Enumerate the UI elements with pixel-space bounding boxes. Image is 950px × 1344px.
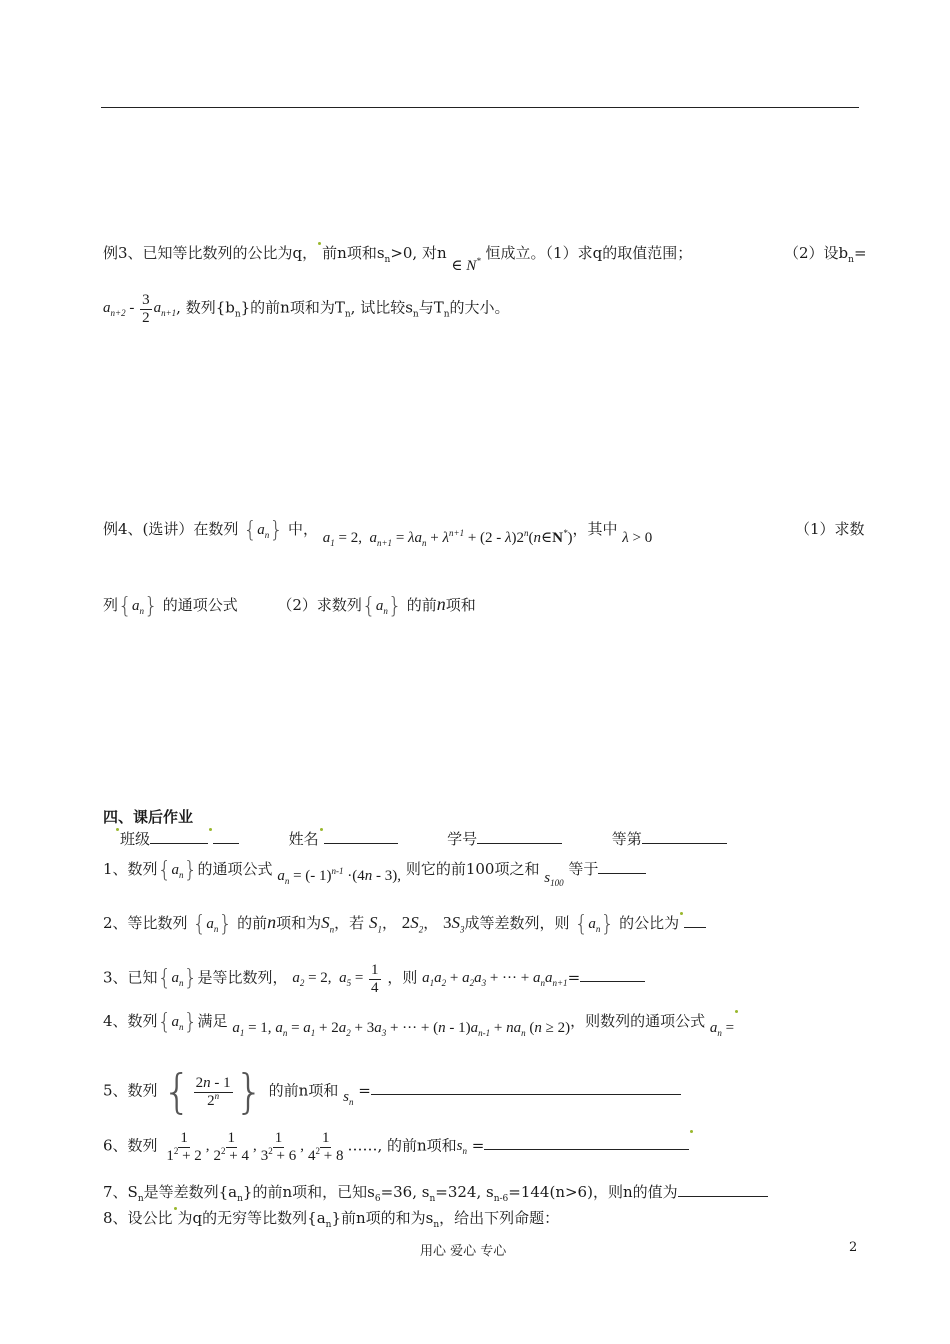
ex4-l2-c: （2）求数列	[277, 596, 362, 614]
student-info-row	[115, 828, 727, 849]
q8-text-b: 为q的无穷等比数列{a	[177, 1209, 326, 1227]
ex3-text-b: 前n项和s	[322, 244, 385, 262]
ex4-l2-b: 的通项公式	[162, 596, 238, 614]
rank-field[interactable]	[642, 842, 727, 844]
product-sum-math: $a_1a_2 + a_2a_3$ + ··· + $a_na_{n+1}$	[422, 970, 568, 989]
ex4-text-a: 例4、(选讲）在数列	[103, 520, 239, 538]
mark-dot	[320, 828, 323, 831]
ex3-l2-c: , 试比较s	[350, 298, 413, 317]
example3-line1: 例3、已知等比数列的公比为q， 前n项和$s_n>0$, 对n ∈ N* 恒成立。（1）求q的取值范围；	[103, 244, 693, 274]
ex4-text-d: （1）求数	[795, 520, 865, 538]
sn-math: $S_n$	[321, 913, 335, 935]
mark-dot	[735, 1010, 738, 1013]
q7-text-a: 7、S	[103, 1183, 138, 1201]
q6-text-b: ……, 的前n项和	[347, 1136, 457, 1155]
example4-part1-label	[795, 518, 865, 539]
name-label: 姓名	[288, 830, 319, 848]
mark-dot	[116, 828, 119, 831]
ex3-l2-b: }的前n项和为T	[240, 298, 345, 317]
ex4-text-b: 中，	[287, 520, 318, 538]
example4-line1	[103, 518, 653, 548]
ex4-text-c: ，其中	[572, 520, 618, 538]
q1-answer-blank[interactable]	[598, 872, 646, 874]
ex3-text-c: >0, 对n	[390, 244, 447, 262]
q3-answer-blank[interactable]	[580, 980, 645, 982]
example4-line2	[103, 594, 476, 619]
q5-text-a: 5、数列	[103, 1081, 158, 1100]
question-2: 2、等比数列 $\{a_n\}$ 的前n项和为$S_n$，若 $S_1$， $2S_2$， $3S_3$成等差数列，则 $\{a_n\}$ 的公比为	[103, 912, 706, 937]
q2-text-e: 成等差数列，则	[464, 914, 570, 932]
q5-text-b: 的前n项和	[268, 1081, 339, 1100]
q8-text-c: }前n项的和为s	[331, 1209, 434, 1227]
seq-an-math: $\{a_n\}$	[157, 1010, 198, 1036]
seq-an-math: $\{a_n\}$	[157, 858, 198, 884]
q4-text-a: 4、数列	[103, 1012, 158, 1030]
example3-line2: $a_{n+2}$ - $\frac{3}{2}$ $a_{n+1}$, 数列$\{b_n\}$的前n项和为$T_n$, 试比较$s_n$与$T_n$的大小。	[103, 292, 510, 326]
mark-dot	[174, 1207, 177, 1210]
q8-text-a: 8、设公比	[103, 1209, 173, 1227]
homework-heading: 四、课后作业	[103, 808, 194, 826]
q2-answer-blank[interactable]	[684, 926, 706, 928]
in-n-star-math: ∈ N*	[451, 256, 481, 274]
ex3-text-a: 例3、已知等比数列的公比为q，	[103, 244, 318, 262]
bn-formula-math: $a_{n+2}$ - $\frac{3}{2}$ $a_{n+1}$	[103, 292, 177, 326]
class-field[interactable]	[150, 842, 208, 844]
q5-sequence-math: { $\frac{2n - 1}{2^n}$ }	[162, 1065, 264, 1119]
mark-dot	[690, 1130, 693, 1133]
q7-text-b: 是等差数列{a	[143, 1183, 238, 1201]
q1-text-a: 1、数列	[103, 860, 158, 878]
recurrence-math: $a_1 = 2$, $a_{n+1} = \lambda a_n + \lambda^{n+1} + (2$ - λ)2$^n$(n∈N*)	[322, 528, 573, 548]
q2-text-f: 的公比为	[619, 914, 680, 932]
q6-text-a: 6、数列	[103, 1136, 158, 1155]
seq-an-math: $\{a_n\}$	[361, 594, 402, 620]
s100-math: $s_{100}$	[544, 870, 564, 888]
footer-center-text: 用心 爱心 专心	[420, 1244, 507, 1259]
class-label: 班级	[120, 830, 151, 848]
q4-text-b: 满足	[197, 1012, 228, 1030]
id-field[interactable]	[477, 842, 562, 844]
seq-an-math: $\{a_n\}$	[118, 594, 159, 620]
q1-text-c: 则它的前100项之和	[405, 860, 540, 878]
sn-math: $s_n$	[343, 1089, 354, 1108]
q2-text-c: 项和为	[276, 914, 322, 932]
q1-text-b: 的通项公式	[197, 860, 273, 878]
mark-dot	[209, 828, 212, 831]
q1-text-d: 等于	[568, 860, 599, 878]
question-3: 3、已知$\{a_n\}$是等比数列， $a_2 = 2$, $a_5$ = $\frac{1}{4}$ ，则 $a_1a_2 + a_2a_3$ + ··· + $a_na_{n+1}=$	[103, 962, 645, 996]
mark-dot	[318, 242, 321, 245]
ex4-l2-a: 列	[103, 596, 119, 614]
q7-text-e: =324, s	[435, 1183, 494, 1201]
q3-text-b: 是等比数列，	[197, 968, 288, 987]
page-number: 2	[849, 1240, 858, 1255]
q4-text-c: ，则数列的通项公式	[570, 1012, 706, 1030]
general-term-math: $a_n$ = (- 1)$^{n-1}$ ·(4n - 3),	[277, 866, 402, 886]
q3-text-c: ，则	[387, 968, 418, 987]
3s3-math: $3S_3$	[443, 913, 465, 935]
ex3-l2-d: 与T	[418, 298, 444, 317]
question-5: 5、数列 { $\frac{2n - 1}{2^n}$ } 的前n项和 $s_n$ =	[103, 1065, 681, 1119]
q2-text-a: 2、等比数列	[103, 914, 188, 932]
question-4	[103, 1010, 739, 1038]
q4-recurrence-math: $a_1 = 1$, $a_n = a_1 + 2a_2 + 3a_3$ + ··· + $(n - 1)a_{n-1} + na_n$ (n ≥ 2)	[232, 1020, 571, 1038]
q7-text-c: }的前n项和，已知s	[242, 1183, 375, 1201]
q7-answer-blank[interactable]	[678, 1195, 768, 1197]
sn-math: $s_n$	[456, 1138, 467, 1157]
ex3-text-e: （2）设b	[784, 244, 849, 262]
q2-text-d: ，若	[334, 914, 365, 932]
q2-text-b: 的前	[237, 914, 268, 932]
seq-an-math: $\{a_n\}$	[574, 912, 615, 938]
q3-text-a: 3、已知	[103, 968, 158, 987]
q6-answer-blank[interactable]	[484, 1148, 689, 1150]
q6-terms-math: $\frac{1}{1^2 + 2}$ , $\frac{1}{2^2 + 4}$ , $\frac{1}{3^2 + 6}$ , $\frac{1}{4^2 + 8}$	[166, 1130, 344, 1164]
ex3-l2-e: 的大小。	[449, 298, 510, 317]
s1-math: $S_1$	[368, 913, 382, 935]
q7-text-f: =144(n>6)，则n的值为	[508, 1183, 678, 1201]
an-equals-math: $a_n$ =	[709, 1020, 735, 1038]
ex4-l2-d: 的前	[406, 596, 437, 614]
ex3-text-d: 恒成立。（1）求q的取值范围；	[485, 244, 693, 262]
q8-text-d: ，给出下列命题：	[439, 1209, 560, 1227]
seq-an-math: $\{a_n\}$	[157, 966, 198, 992]
n-math: n	[267, 912, 277, 932]
question-6: 6、数列 $\frac{1}{1^2 + 2}$ , $\frac{1}{2^2 + 4}$ , $\frac{1}{3^2 + 6}$ , $\frac{1}{4^2 + 8}$ ……, 的前n项和$s_n$ =	[103, 1130, 694, 1164]
ex4-l2-e: 项和	[445, 596, 476, 614]
mark-dot	[680, 912, 683, 915]
ex3-l2-a: , 数列{b	[176, 298, 235, 317]
seq-an-math: $\{a_n\}$	[243, 518, 284, 544]
lambda-positive-math: λ > 0	[622, 530, 653, 546]
question-1	[103, 858, 646, 888]
id-label: 学号	[447, 830, 478, 848]
2s2-math: $2S_2$	[401, 913, 424, 935]
rank-label: 等第	[611, 830, 642, 848]
class-field-2[interactable]	[213, 842, 239, 844]
header-rule	[101, 107, 859, 108]
seq-an-math: $\{a_n\}$	[192, 912, 233, 938]
question-7: 7、$S_n$是等差数列$\{a_n\}$的前n项和，已知$s_6=36$, $s_n=324$, $s_{n-6}=144(n>6)$，则n的值为	[103, 1181, 768, 1202]
a2-a5-math: $a_2 = 2$, $a_5$ = $\frac{1}{4}$	[292, 962, 379, 996]
name-field[interactable]	[324, 842, 398, 844]
example3-part2-label: （2）设$b_n=$	[784, 244, 867, 265]
question-8: 8、设公比 为q的无穷等比数列$\{a_n\}$前n项的和为$s_n$，给出下列命题：	[103, 1209, 560, 1230]
q7-text-d: =36, s	[380, 1183, 430, 1201]
q5-answer-blank[interactable]	[371, 1093, 681, 1095]
n-math: n	[436, 594, 446, 614]
